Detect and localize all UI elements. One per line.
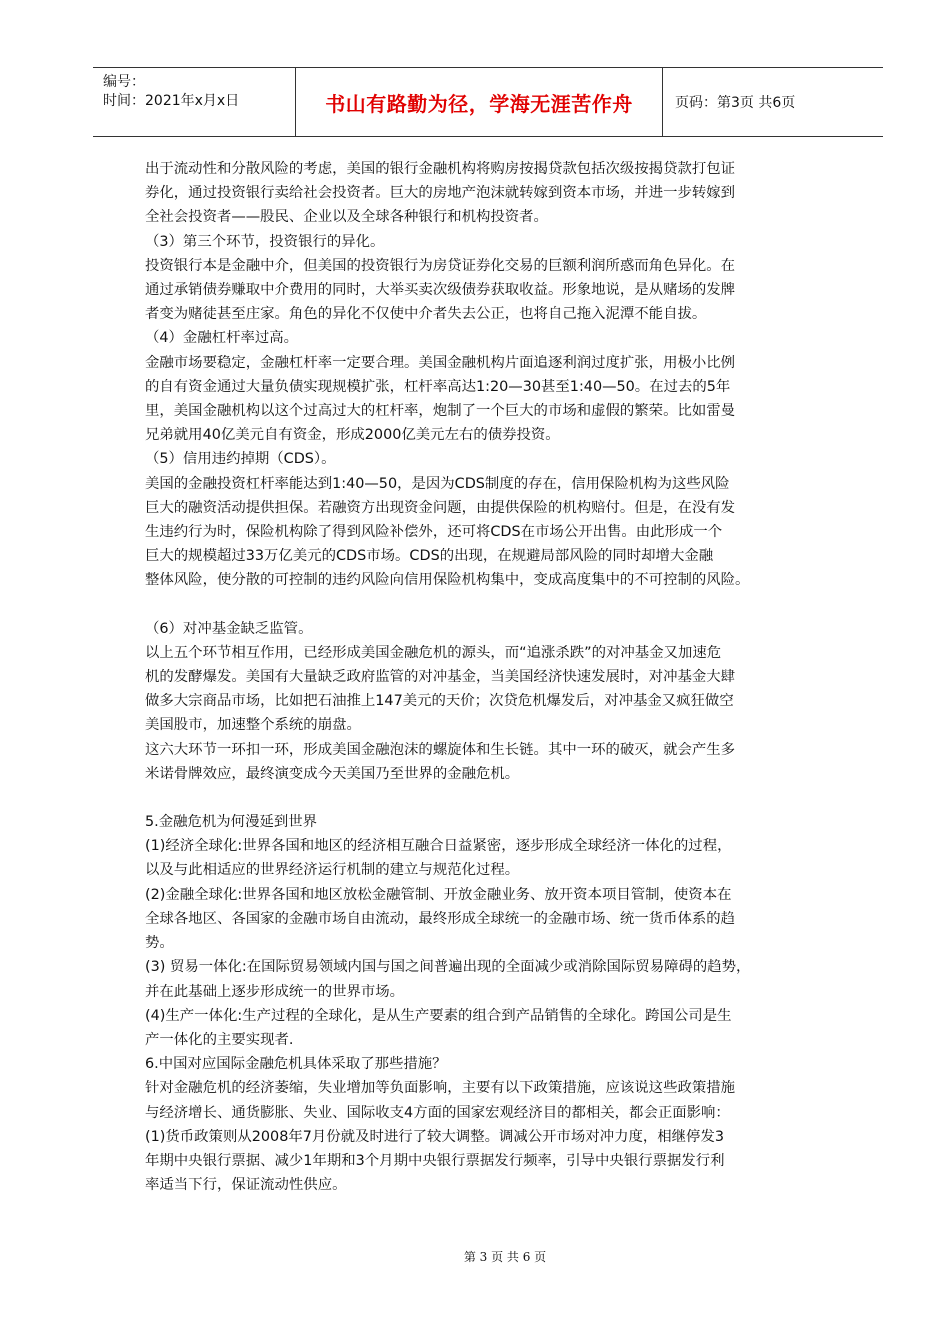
body-line: 针对金融危机的经济萎缩，失业增加等负面影响，主要有以下政策措施，应该说这些政策措施	[145, 1080, 736, 1097]
body-line: 年期中央银行票据、减少1年期和3个月期中央银行票据发行频率，引导中央银行票据发行利	[145, 1152, 725, 1169]
body-line: 势。	[145, 935, 174, 952]
body-line: 全社会投资者——股民、企业以及全球各种银行和机构投资者。	[145, 209, 548, 226]
body-line: (4)生产一体化:生产过程的全球化，是从生产要素的组合到产品销售的全球化。跨国公司是生	[145, 1007, 732, 1024]
body-line: 6.中国对应国际金融危机具体采取了那些措施？	[145, 1056, 447, 1073]
body-line: 金融市场要稳定，金融杠杆率一定要合理。美国金融机构片面追逐利润过度扩张，用极小比例	[145, 354, 736, 371]
body-line: 巨大的融资活动提供担保。若融资方出现资金问题，由提供保险的机构赔付。但是，在没有发	[145, 499, 736, 516]
body-line: （3）第三个环节，投资银行的异化。	[145, 233, 385, 250]
blank-line	[145, 786, 845, 810]
body-line: 这六大环节一环扣一环，形成美国金融泡沫的螺旋体和生长链。其中一环的破灭，就会产生多	[145, 741, 736, 758]
body-line: 以上五个环节相互作用，已经形成美国金融危机的源头，而“追涨杀跌”的对冲基金又加速危	[145, 644, 722, 661]
number-label: 编号：	[103, 74, 145, 90]
header-left-cell	[93, 68, 293, 136]
page-footer: 第 3 页 共 6 页	[463, 1250, 547, 1264]
body-line: 5.金融危机为何漫延到世界	[145, 814, 318, 831]
page-label: 页码：第3页 共6页	[675, 95, 796, 111]
body-line: （4）金融杠杆率过高。	[145, 330, 299, 347]
body-line: 券化，通过投资银行卖给社会投资者。巨大的房地产泡沫就转嫁到资本市场，并进一步转嫁到	[145, 185, 736, 202]
body-line: 产一体化的主要实现者.	[145, 1031, 294, 1048]
body-line: 全球各地区、各国家的金融市场自由流动，最终形成全球统一的金融市场、统一货币体系的趋	[145, 910, 736, 927]
time-label: 时间：2021年x月x日	[103, 93, 240, 109]
document-body	[145, 157, 845, 1197]
body-line: 出于流动性和分散风险的考虑，美国的银行金融机构将购房按揭贷款包括次级按揭贷款打包证	[145, 161, 736, 177]
body-line: (1)货币政策则从2008年7月份就及时进行了较大调整。调减公开市场对冲力度，相继停发3	[145, 1128, 724, 1145]
page-header	[93, 67, 883, 137]
body-line: （6）对冲基金缺乏监管。	[145, 620, 313, 637]
body-line: 率适当下行，保证流动性供应。	[145, 1177, 347, 1194]
body-line: 通过承销债券赚取中介费用的同时，大举买卖次级债券获取收益。形象地说，是从赌场的发牌	[145, 282, 736, 299]
body-line: 兄弟就用40亿美元自有资金，形成2000亿美元左右的债券投资。	[145, 427, 560, 444]
body-line: 做多大宗商品市场，比如把石油推上147美元的天价；次贷危机爆发后，对冲基金又疯狂做空	[145, 693, 734, 710]
body-line: 美国股市，加速整个系统的崩盘。	[145, 717, 361, 734]
body-line: (1)经济全球化:世界各国和地区的经济相互融合日益紧密，逐步形成全球经济一体化的过程，	[145, 838, 732, 855]
body-line: 生违约行为时，保险机构除了得到风险补偿外，还可将CDS在市场公开出售。由此形成一个	[145, 524, 723, 541]
body-line: (3) 贸易一体化:在国际贸易领域内国与国之间普遍出现的全面减少或消除国际贸易障碍的趋势，	[145, 959, 751, 976]
motto: 书山有路勤为径，学海无涯苦作舟	[325, 91, 633, 116]
blank-line	[145, 593, 845, 617]
body-line: 巨大的规模超过33万亿美元的CDS市场。CDS的出现，在规避局部风险的同时却增大金融	[145, 548, 714, 565]
body-line: 以及与此相适应的世界经济运行机制的建立与规范化过程。	[145, 862, 520, 879]
body-line: 整体风险，使分散的可控制的违约风险向信用保险机构集中，变成高度集中的不可控制的风险。	[145, 572, 750, 589]
body-line: 美国的金融投资杠杆率能达到1:40—50，是因为CDS制度的存在，信用保险机构为这些风险	[145, 475, 730, 492]
body-line: 与经济增长、通货膨胀、失业、国际收支4方面的国家宏观经济目的都相关，都会正面影响：	[145, 1104, 730, 1121]
body-line: (2)金融全球化:世界各国和地区放松金融管制、开放金融业务、放开资本项目管制，使资本在	[145, 886, 732, 903]
header-motto-cell	[295, 68, 663, 136]
body-line: 机的发酵爆发。美国有大量缺乏政府监管的对冲基金，当美国经济快速发展时，对冲基金大肆	[145, 669, 736, 686]
body-line: 米诺骨牌效应，最终演变成今天美国乃至世界的金融危机。	[145, 765, 520, 782]
body-line: 里，美国金融机构以这个过高过大的杠杆率，炮制了一个巨大的市场和虚假的繁荣。比如雷曼	[145, 403, 736, 420]
body-line: 投资银行本是金融中介，但美国的投资银行为房贷证券化交易的巨额利润所惑而角色异化。在	[145, 257, 736, 274]
body-line: 的自有资金通过大量负债实现规模扩张，杠杆率高达1:20—30甚至1:40—50。在过去的5年	[145, 378, 731, 395]
body-line: （5）信用违约掉期（CDS）。	[145, 451, 336, 468]
header-page-cell	[663, 68, 883, 136]
body-line: 并在此基础上逐步形成统一的世界市场。	[145, 983, 405, 1000]
body-line: 者变为赌徒甚至庄家。角色的异化不仅使中介者失去公正，也将自己拖入泥潭不能自拔。	[145, 306, 707, 323]
